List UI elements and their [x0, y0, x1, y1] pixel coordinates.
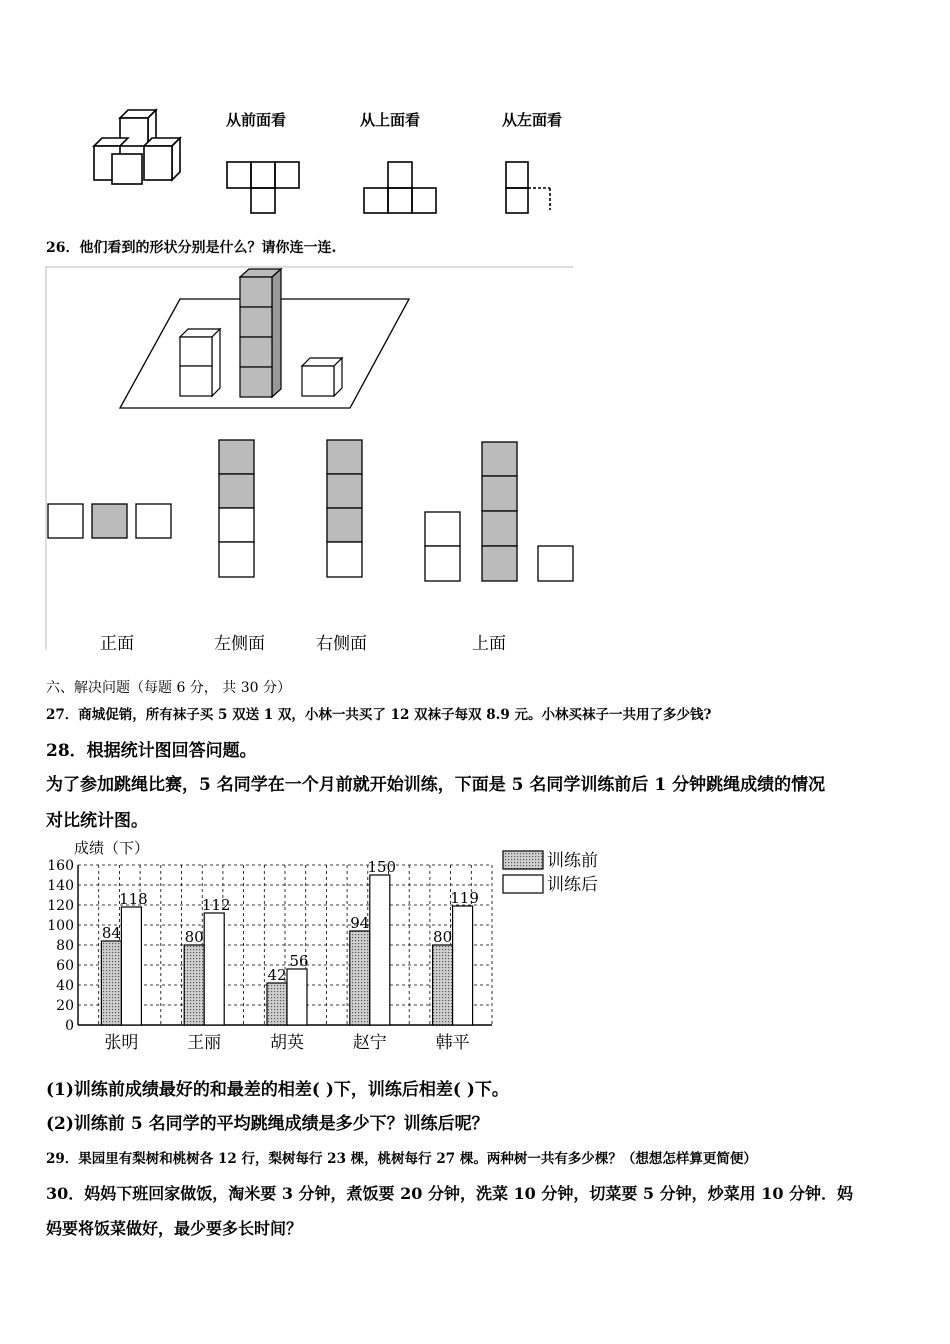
chart-y-tick-label: 40: [56, 978, 74, 994]
cube-matching-figure: [45, 266, 575, 651]
single-cube: [302, 358, 342, 396]
chart-data-label: 84: [101, 924, 121, 942]
question-30-line1: 30．妈妈下班回家做饭，淘米要 3 分钟，煮饭要 20 分钟，洗菜 10 分钟，切菜要 5 分钟，炒菜用 10 分钟．妈: [46, 1184, 854, 1203]
jump-rope-bar-chart: [40, 835, 620, 1055]
chart-bar-before: [433, 945, 453, 1025]
chart-data-label: 119: [450, 889, 479, 907]
chart-bar-after: [370, 875, 390, 1025]
chart-y-tick-label: 160: [47, 858, 74, 874]
chart-data-label: 56: [289, 952, 309, 970]
chart-x-tick-label: 韩平: [435, 1033, 470, 1053]
cube-arrangement-figure: [94, 110, 180, 184]
chart-bars: [101, 858, 479, 1025]
chart-legend: [503, 851, 598, 895]
chart-y-tick-label: 0: [65, 1018, 74, 1034]
legend-swatch-before: [503, 851, 543, 869]
chart-data-label: 80: [433, 928, 453, 946]
chart-bar-after: [204, 913, 224, 1025]
face-label-right-side: 右侧面: [316, 634, 367, 654]
chart-y-tick-label: 60: [56, 958, 74, 974]
chart-y-tick-label: 100: [47, 918, 74, 934]
left-view-shape: [506, 162, 550, 213]
face-label-front: 正面: [100, 634, 134, 654]
chart-bar-after: [453, 906, 473, 1025]
chart-bar-before: [350, 931, 370, 1025]
question-30-line2: 妈要将饭菜做好，最少要多长时间？: [46, 1219, 303, 1238]
chart-bar-before: [184, 945, 204, 1025]
question-27: 27．商城促销，所有袜子买 5 双送 1 双，小林一共买了 12 双袜子每双 8.9 元。小林买袜子一共用了多少钱?: [46, 707, 712, 723]
chart-bar-after: [121, 907, 141, 1025]
question-28-sub1: (1)训练前成绩最好的和最差的相差( )下，训练后相差( )下。: [46, 1080, 509, 1100]
face-label-left-side: 左侧面: [214, 634, 265, 654]
view-label-top: 从上面看: [360, 111, 421, 129]
top-view-shape: [364, 162, 436, 213]
option-mixed-columns: [425, 442, 573, 581]
chart-data-label: 150: [367, 858, 397, 876]
option-column-b: [327, 440, 362, 577]
stack-four-cubes: [240, 269, 281, 397]
chart-x-tick-label: 王丽: [187, 1033, 222, 1053]
chart-data-label: 42: [267, 966, 287, 984]
question-28-title: 28．根据统计图回答问题。: [46, 741, 257, 761]
chart-x-tick-label: 赵宁: [352, 1033, 387, 1053]
view-label-front: 从前面看: [226, 111, 287, 129]
chart-x-ticks: [104, 1033, 469, 1053]
legend-swatch-after: [503, 875, 543, 893]
chart-x-tick-label: 胡英: [270, 1033, 304, 1053]
face-label-top: 上面: [472, 634, 506, 654]
stack-two-cubes: [180, 329, 220, 396]
legend-label: 训练后: [547, 875, 598, 895]
legend-label: 训练前: [547, 851, 598, 871]
front-view-shape: [227, 162, 299, 213]
question-29: 29．果园里有梨树和桃树各 12 行，梨树每行 23 棵，桃树每行 27 棵。两种树一共有多少棵？（想想怎样算更简便）: [46, 1151, 757, 1167]
question-28-sub2: (2)训练前 5 名同学的平均跳绳成绩是多少下？训练后呢？: [46, 1114, 489, 1134]
question-28-desc-line2: 对比统计图。: [46, 811, 148, 831]
chart-data-label: 80: [184, 928, 204, 946]
chart-y-tick-label: 20: [56, 998, 74, 1014]
chart-x-tick-label: 张明: [104, 1033, 139, 1053]
option-column-a: [219, 440, 254, 577]
chart-data-label: 94: [350, 914, 370, 932]
section-heading-6: 六、解决问题（每题 6 分， 共 30 分）: [46, 680, 291, 696]
question-26: 26．他们看到的形状分别是什么？请你连一连.: [46, 240, 337, 256]
chart-y-tick-label: 120: [47, 898, 74, 914]
question-28-desc-line1: 为了参加跳绳比赛，5 名同学在一个月前就开始训练，下面是 5 名同学训练前后 1 分钟跳绳成绩的情况: [46, 775, 826, 795]
chart-bar-before: [101, 941, 121, 1025]
chart-y-tick-label: 140: [47, 878, 74, 894]
chart-y-ticks: [47, 858, 74, 1034]
chart-bar-after: [287, 969, 307, 1025]
option-three-in-row: [48, 504, 171, 538]
chart-y-axis-label: 成绩（下）: [74, 839, 150, 857]
view-label-left: 从左面看: [502, 111, 563, 129]
chart-y-tick-label: 80: [56, 938, 74, 954]
chart-data-label: 118: [119, 890, 148, 908]
chart-bar-before: [267, 983, 287, 1025]
chart-data-label: 112: [201, 896, 231, 914]
